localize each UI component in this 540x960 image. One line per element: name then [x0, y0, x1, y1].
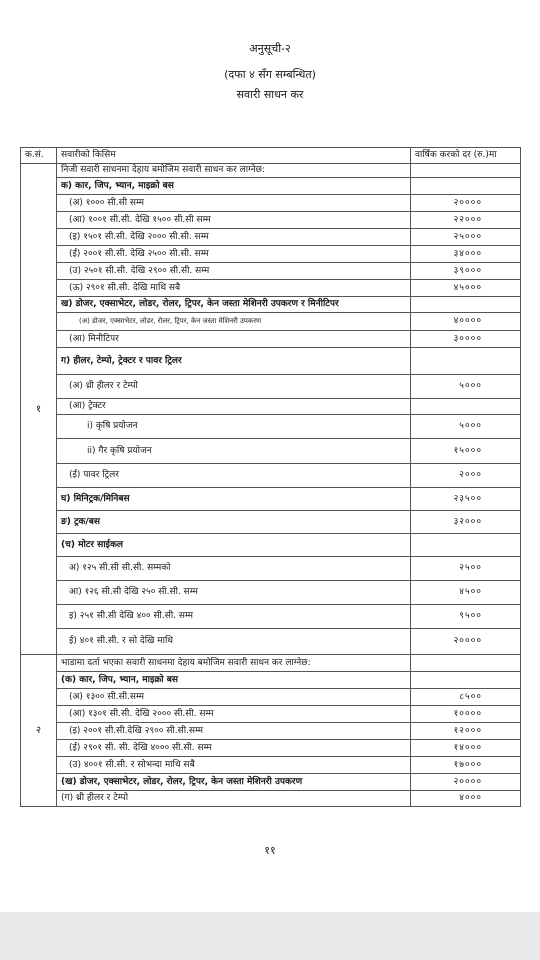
table-row: [21, 557, 521, 581]
annual-rate-cell: २००००: [411, 774, 521, 791]
annual-rate-cell: ३४०००: [411, 246, 521, 263]
vehicle-type-cell: ई) ४०१ सी.सी. र सो देखि माथि: [57, 629, 411, 655]
annual-rate-cell: २००००: [411, 629, 521, 655]
annual-rate-cell: ४५००: [411, 581, 521, 605]
vehicle-type-cell: (ई) २००१ सी.सी. देखि २५०० सी.सी. सम्म: [57, 246, 411, 263]
vehicle-type-cell: (क) कार, जिप, भ्यान, माइक्रो बस: [57, 672, 411, 689]
vehicle-type-cell: ख) डोजर, एक्साभेटर, लोडर, रोलर, ट्रिपर, केन जस्ता मेशिनरी उपकरण र मिनीटिपर: [57, 297, 411, 313]
vehicle-type-cell: ii) गैर कृषि प्रयोजन: [57, 439, 411, 464]
column-header-annual-rate: वार्षिक करको दर (रु.)मा: [411, 148, 521, 164]
vehicle-type-cell: (आ) १३०१ सी.सी. देखि २००० सी.सी. सम्म: [57, 706, 411, 723]
vehicle-type-cell: (अ) थ्री हीलर र टेम्पो: [57, 375, 411, 399]
serial-number-cell: २: [21, 655, 57, 807]
vehicle-type-cell: निजी सवारी साधनमा देहाय बमोजिम सवारी साधन कर लाग्नेछ:: [57, 164, 411, 178]
vehicle-tax-table: [20, 147, 521, 807]
annual-rate-cell: ३२०००: [411, 511, 521, 534]
annual-rate-cell: ४५०००: [411, 280, 521, 297]
vehicle-type-cell: इ) २५१ सी.सी देखि ४०० सी.सी. सम्म: [57, 605, 411, 629]
table-row: [21, 605, 521, 629]
annual-rate-cell: ४००००: [411, 313, 521, 331]
vehicle-type-cell: (अ) १३०० सी.सी.सम्म: [57, 689, 411, 706]
vehicle-type-cell: क) कार, जिप, भ्यान, माइक्रो बस: [57, 178, 411, 195]
table-row: [21, 464, 521, 488]
table-row: [21, 297, 521, 313]
vehicle-type-cell: घ) मिनिट्रक/मिनिबस: [57, 488, 411, 511]
vehicle-type-cell: (ई) २९०१ सी. सी. देखि ४००० सी.सी. सम्म: [57, 740, 411, 757]
section-reference: (दफा ४ सँग सम्बन्धित): [224, 68, 316, 81]
vehicle-type-cell: (अ) १००० सी.सी सम्म: [57, 195, 411, 212]
table-row: [21, 195, 521, 212]
annual-rate-cell: २३५००: [411, 488, 521, 511]
table-row: [21, 280, 521, 297]
annual-rate-cell: २५००: [411, 557, 521, 581]
annual-rate-cell: २२०००: [411, 212, 521, 229]
annual-rate-cell: २०००: [411, 464, 521, 488]
table-row: [21, 488, 521, 511]
vehicle-type-cell: भाडामा दर्ता भएका सवारी साधनमा देहाय बमोजिम सवारी साधन कर लाग्नेछ:: [57, 655, 411, 672]
table-row: [21, 439, 521, 464]
table-row: [21, 672, 521, 689]
vehicle-type-cell: (आ) ट्रेक्टर: [57, 399, 411, 415]
table-row: [21, 331, 521, 348]
table-row: [21, 263, 521, 280]
table-row: [21, 774, 521, 791]
annual-rate-cell: ८५००: [411, 689, 521, 706]
vehicle-type-cell: (च) मोटर साईकल: [57, 534, 411, 557]
annual-rate-cell: ३००००: [411, 331, 521, 348]
annual-rate-cell: [411, 348, 521, 375]
column-header-vehicle-type: सवारीको किसिम: [57, 148, 411, 164]
vehicle-type-cell: (ई) पावर ट्रिलर: [57, 464, 411, 488]
table-row: [21, 212, 521, 229]
table-row: [21, 246, 521, 263]
vehicle-type-cell: (ख) डोजर, एक्साभेटर, लोडर, रोलर, ट्रिपर, केन जस्ता मेशिनरी उपकरण: [57, 774, 411, 791]
vehicle-type-cell: i) कृषि प्रयोजन: [57, 415, 411, 439]
table-header-row: [21, 148, 521, 164]
page-number: ११: [264, 844, 276, 857]
table-row: [21, 511, 521, 534]
vehicle-type-cell: (इ) २००१ सी.सी.देखि २९०० सी.सी.सम्म: [57, 723, 411, 740]
serial-number-cell: १: [21, 164, 57, 655]
column-header-serial: क.सं.: [21, 148, 57, 164]
viewer-bottom-bar: [0, 912, 540, 960]
annual-rate-cell: १२०००: [411, 723, 521, 740]
vehicle-type-cell: (आ) मिनीटिपर: [57, 331, 411, 348]
vehicle-type-cell: (इ) १५०१ सी.सी. देखि २००० सी.सी. सम्म: [57, 229, 411, 246]
vehicle-type-cell: (उ) २५०१ सी.सी. देखि २९०० सी.सी. सम्म: [57, 263, 411, 280]
document-subject: सवारी साधन कर: [236, 88, 304, 101]
vehicle-type-cell: (ग) थ्री हीलर र टेम्पो: [57, 791, 411, 807]
vehicle-type-cell: (आ) १००१ सी.सी. देखि १५०० सी.सी सम्म: [57, 212, 411, 229]
vehicle-type-cell: अ) १२५ सी.सी सी.सी. सम्मको: [57, 557, 411, 581]
table-row: [21, 629, 521, 655]
table-row: [21, 229, 521, 246]
annual-rate-cell: ३९०००: [411, 263, 521, 280]
annual-rate-cell: ९५००: [411, 605, 521, 629]
annual-rate-cell: १००००: [411, 706, 521, 723]
table-row: [21, 723, 521, 740]
table-row: [21, 399, 521, 415]
table-row: [21, 740, 521, 757]
table-row: [21, 313, 521, 331]
annual-rate-cell: १४०००: [411, 740, 521, 757]
table-row: [21, 791, 521, 807]
vehicle-type-cell: (ऊ) २९०१ सी.सी. देखि माथि सबै: [57, 280, 411, 297]
table-row: [21, 375, 521, 399]
annual-rate-cell: २००००: [411, 195, 521, 212]
table-row: [21, 534, 521, 557]
table-row: [21, 164, 521, 178]
annual-rate-cell: [411, 534, 521, 557]
annual-rate-cell: ५०००: [411, 415, 521, 439]
vehicle-type-cell: (अ) डोजर, एक्साभेटर, लोडर, रोलर, ट्रिपर, केन जस्ता मेशिनरी उपकरण: [57, 313, 411, 331]
vehicle-type-cell: आ) १२६ सी.सी देखि २५० सी.सी. सम्म: [57, 581, 411, 605]
annual-rate-cell: ४०००: [411, 791, 521, 807]
table-row: [21, 655, 521, 672]
table-row: [21, 348, 521, 375]
annual-rate-cell: १७०००: [411, 757, 521, 774]
vehicle-type-cell: ग) हीलर, टेम्पो, ट्रेक्टर र पावर ट्रिलर: [57, 348, 411, 375]
annual-rate-cell: [411, 399, 521, 415]
table-row: [21, 689, 521, 706]
annual-rate-cell: १५०००: [411, 439, 521, 464]
annex-title: अनुसूची-२: [249, 42, 291, 55]
annual-rate-cell: [411, 672, 521, 689]
annual-rate-cell: ५०००: [411, 375, 521, 399]
table-row: [21, 706, 521, 723]
annual-rate-cell: [411, 178, 521, 195]
annual-rate-cell: २५०००: [411, 229, 521, 246]
table-row: [21, 757, 521, 774]
annual-rate-cell: [411, 297, 521, 313]
table-row: [21, 581, 521, 605]
annual-rate-cell: [411, 655, 521, 672]
table-row: [21, 178, 521, 195]
vehicle-type-cell: ङ) ट्रक/बस: [57, 511, 411, 534]
annual-rate-cell: [411, 164, 521, 178]
table-row: [21, 415, 521, 439]
vehicle-type-cell: (उ) ४००१ सी.सी. र सोभन्दा माथि सबै: [57, 757, 411, 774]
